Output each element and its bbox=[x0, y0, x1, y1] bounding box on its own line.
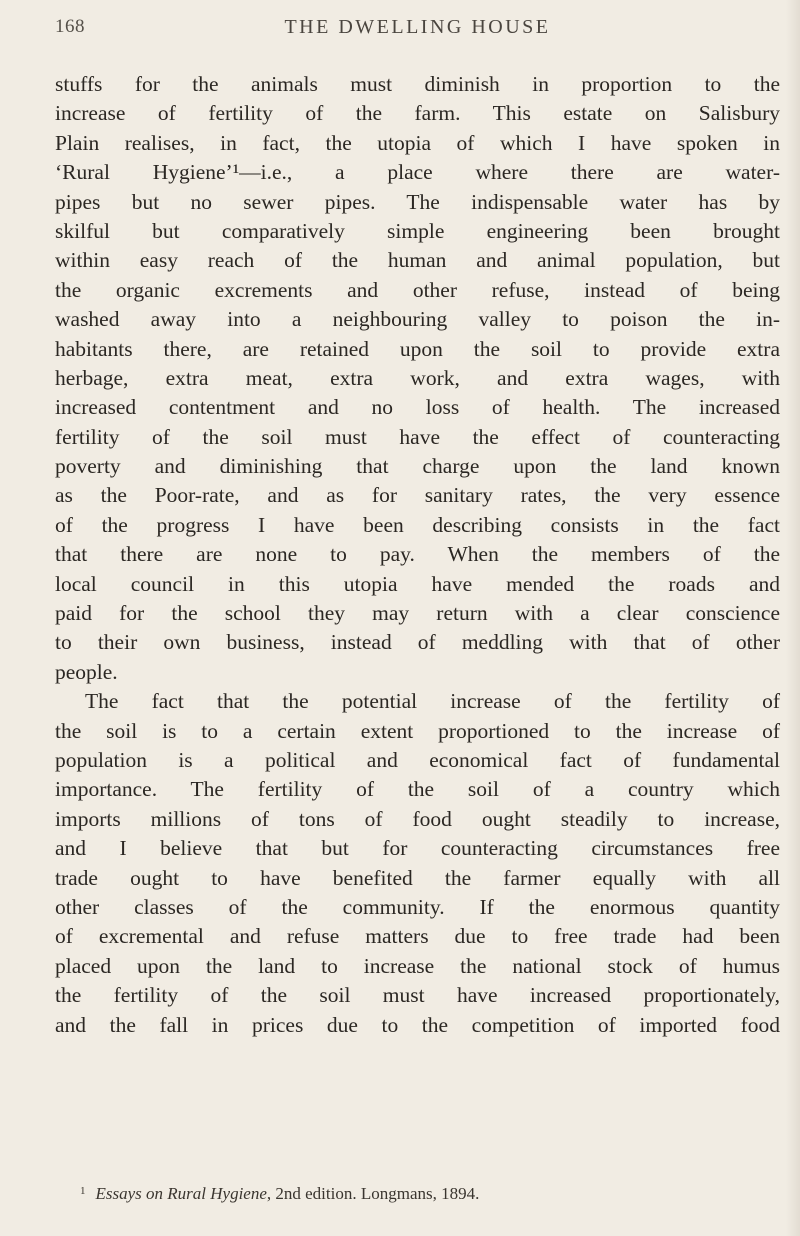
text-line: poverty and diminishing that charge upon the land known bbox=[55, 454, 780, 479]
footnote bbox=[80, 1180, 780, 1205]
text-line: ‘Rural Hygiene’¹—i.e., a place where there are water- bbox=[55, 160, 780, 185]
text-line: increase of fertility of the farm. This estate on Salisbury bbox=[55, 101, 780, 126]
text-line: to their own business, instead of meddling with that of other bbox=[55, 630, 780, 655]
page-edge-shadow bbox=[786, 0, 800, 1236]
footnote-title: Essays on Rural Hygiene bbox=[95, 1184, 267, 1203]
footnote-text: , 2nd edition. Longmans, 1894. bbox=[266, 1184, 480, 1203]
text-line: habitants there, are retained upon the soil to provide extra bbox=[55, 336, 780, 361]
text-line: skilful but comparatively simple engineering been brought bbox=[55, 218, 780, 243]
text-line: the soil is to a certain extent proportioned to the increase of bbox=[55, 718, 780, 743]
text-line: people. bbox=[55, 659, 118, 684]
text-line: trade ought to have benefited the farmer equally with all bbox=[55, 865, 780, 890]
text-line: the fertility of the soil must have increased proportionately, bbox=[55, 983, 780, 1008]
text-line: washed away into a neighbouring valley to poison the in- bbox=[55, 307, 780, 332]
text-line: of the progress I have been describing consists in the fact bbox=[55, 512, 780, 537]
text-line: imports millions of tons of food ought steadily to increase, bbox=[55, 806, 780, 831]
page-number: 168 bbox=[55, 16, 85, 37]
text-line: Plain realises, in fact, the utopia of which I have spoken in bbox=[55, 130, 780, 155]
text-line: increased contentment and no loss of health. The increased bbox=[55, 395, 780, 420]
text-line: herbage, extra meat, extra work, and extra wages, with bbox=[55, 365, 780, 390]
text-line: of excremental and refuse matters due to free trade had been bbox=[55, 924, 780, 949]
text-line: The fact that the potential increase of the fertility of bbox=[85, 689, 780, 714]
text-line: fertility of the soil must have the effect of counteracting bbox=[55, 424, 780, 449]
page-header bbox=[55, 16, 780, 46]
text-line: placed upon the land to increase the national stock of humus bbox=[55, 953, 780, 978]
text-line: stuffs for the animals must diminish in proportion to the bbox=[55, 72, 780, 96]
text-line: pipes but no sewer pipes. The indispensable water has by bbox=[55, 189, 780, 214]
text-line: the organic excrements and other refuse, instead of being bbox=[55, 277, 780, 302]
text-line: within easy reach of the human and animal population, but bbox=[55, 248, 780, 273]
text-line: local council in this utopia have mended the roads and bbox=[55, 571, 780, 596]
text-line: that there are none to pay. When the members of the bbox=[55, 542, 780, 567]
running-head: THE DWELLING HOUSE bbox=[284, 16, 551, 38]
footnote-marker: 1 bbox=[80, 1185, 86, 1197]
text-line: importance. The fertility of the soil of a country which bbox=[55, 777, 780, 802]
text-line: paid for the school they may return with a clear conscience bbox=[55, 601, 780, 626]
text-line: and the fall in prices due to the competition of imported food bbox=[55, 1012, 780, 1037]
text-line: as the Poor-rate, and as for sanitary rates, the very essence bbox=[55, 483, 780, 508]
text-line: population is a political and economical fact of fundamental bbox=[55, 747, 780, 772]
body-text bbox=[55, 70, 780, 1040]
text-line: and I believe that but for counteracting circumstances free bbox=[55, 836, 780, 861]
text-line: other classes of the community. If the enormous quantity bbox=[55, 894, 780, 919]
